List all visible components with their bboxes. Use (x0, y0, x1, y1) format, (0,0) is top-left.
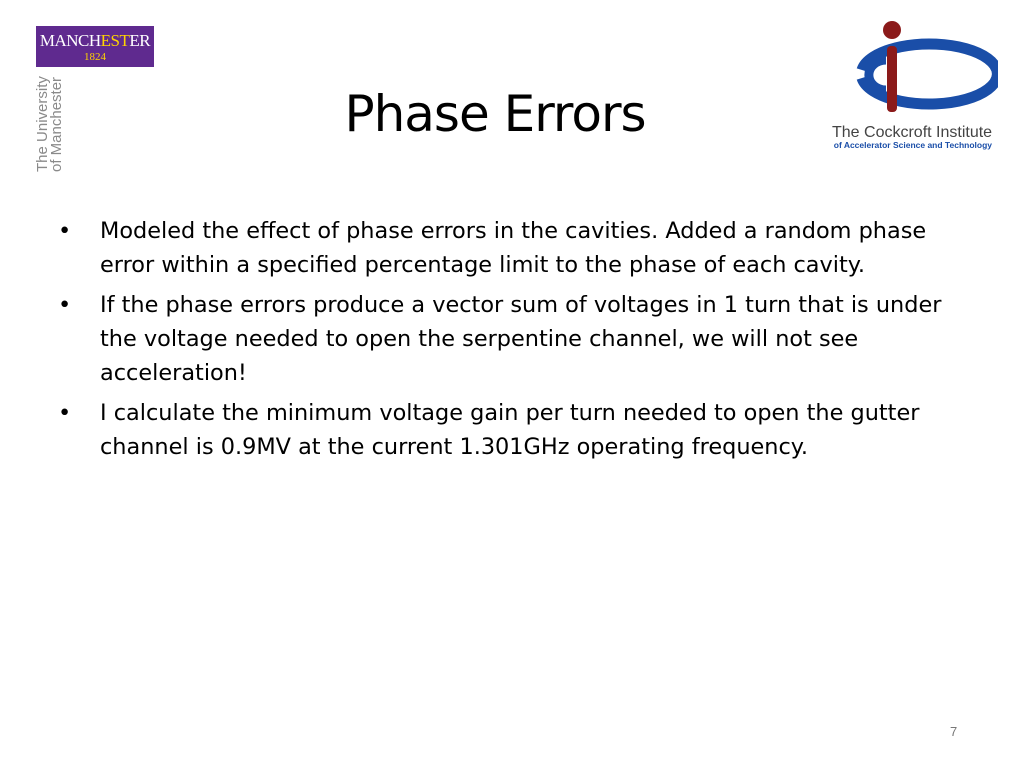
cockcroft-i-dot (883, 21, 901, 39)
bullet-marker: • (58, 400, 72, 426)
cockcroft-logo-icon (848, 18, 998, 118)
manchester-wordmark-highlight: EST (100, 31, 130, 50)
university-line-1: The University (34, 76, 51, 172)
slide-title: Phase Errors (344, 85, 646, 143)
manchester-year: 1824 (84, 51, 106, 63)
bullet-text: I calculate the minimum voltage gain per turn needed to open the gutter channel is 0.9MV at the current 1.301GHz operating frequency. (100, 400, 920, 460)
bullet-item (56, 396, 971, 464)
bullet-marker: • (58, 218, 72, 244)
cockcroft-i-stem (887, 46, 897, 112)
bullet-text: Modeled the effect of phase errors in the cavities. Added a random phase error within a specified percentage limit to the phase of each cavity. (100, 218, 927, 278)
cockcroft-name: The Cockcroft Institute (832, 124, 993, 141)
bullet-marker: • (58, 292, 72, 318)
cockcroft-ring-inner (869, 60, 886, 90)
cockcroft-subtitle: of Accelerator Science and Technology (833, 140, 992, 150)
bullet-list (56, 214, 971, 470)
cockcroft-ring-outer (862, 44, 997, 104)
university-line-2: of Manchester (48, 76, 65, 172)
page-number: 7 (950, 724, 958, 739)
manchester-wordmark: MANCHESTER (39, 31, 151, 50)
bullet-item (56, 214, 971, 282)
bullet-text: If the phase errors produce a vector sum of voltages in 1 turn that is under the voltage needed to open the serpentine channel, we will not see acceleration! (100, 292, 942, 386)
university-vertical-text (36, 52, 64, 172)
bullet-item (56, 288, 971, 390)
